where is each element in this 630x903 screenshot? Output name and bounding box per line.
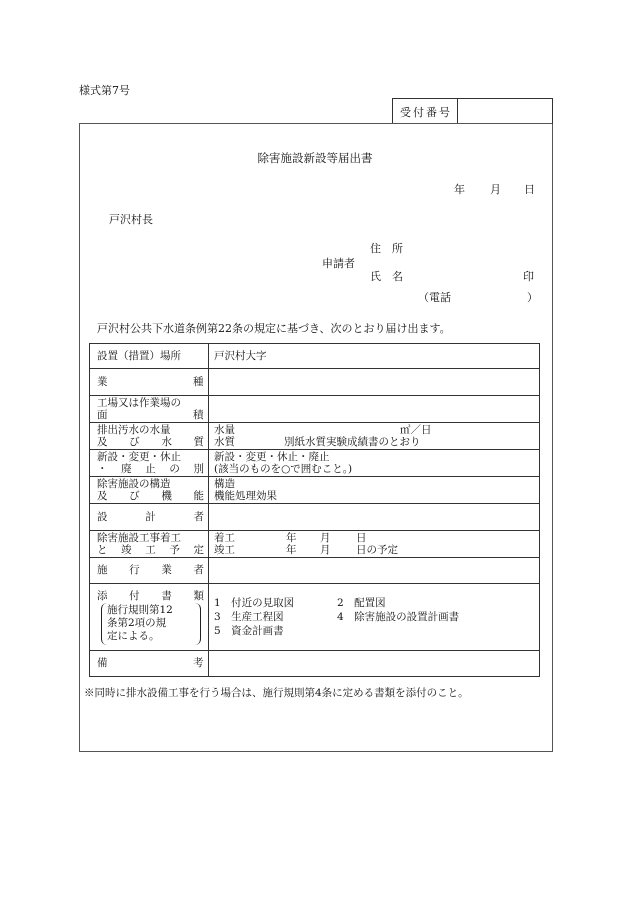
area-label-line1: 工場又は作業場の xyxy=(97,397,181,409)
attachments-note-line2: 条第2項の規 xyxy=(107,617,167,629)
location-value: 戸沢村大字 xyxy=(214,350,267,362)
form-number: 様式第7号 xyxy=(79,84,130,97)
industry-label-2: 種 xyxy=(193,376,204,388)
form-title: 除害施設新設等届出書 xyxy=(257,151,373,165)
structure-value-line2: 機能処理効果 xyxy=(214,490,277,502)
category-label-line2: ・ 廃 止 の 別 xyxy=(97,463,204,475)
structure-label-line2: 及 び 機 能 xyxy=(97,490,204,502)
end-day-planned: 日の予定 xyxy=(356,544,398,556)
remarks-label-1: 備 xyxy=(97,657,108,669)
category-value-line1: 新設・変更・休止・廃止 xyxy=(214,451,330,463)
intro-text: 戸沢村公共下水道条例第22条の規定に基づき、次のとおり届け出ます。 xyxy=(97,322,451,335)
start-month: 月 xyxy=(320,532,331,544)
date-month-label: 月 xyxy=(490,183,501,196)
location-label: 設置（措置）場所 xyxy=(97,350,181,362)
start-label: 着工 xyxy=(214,532,235,544)
date-day-label: 日 xyxy=(524,183,535,196)
phone-close: ） xyxy=(527,291,538,304)
volume-label: 水量 xyxy=(214,424,235,436)
end-label: 竣工 xyxy=(214,544,235,556)
address-label: 住 所 xyxy=(370,242,403,255)
attachment-item-4: 4 除害施設の設置計画書 xyxy=(337,611,460,623)
volume-unit: ㎥／日 xyxy=(400,424,432,436)
start-year: 年 xyxy=(286,532,297,544)
end-month: 月 xyxy=(320,544,331,556)
schedule-label-line1: 除害施設工事着工 xyxy=(97,532,181,544)
start-day: 日 xyxy=(356,532,367,544)
quality-label: 水質 xyxy=(214,436,235,448)
design-label: 設 計 者 xyxy=(97,511,204,523)
name-label: 氏 名 xyxy=(370,270,403,283)
footnote: ※同時に排水設備工事を行う場合は、施行規則第4条に定める書類を添付のこと。 xyxy=(84,687,469,699)
attachments-label: 添 付 書 類 xyxy=(97,590,204,602)
wastewater-label-line1: 排出汚水の水量 xyxy=(97,424,171,436)
attachment-item-5: 5 資金計画書 xyxy=(214,625,284,637)
schedule-label-line2: と 竣 工 予 定 xyxy=(97,544,204,556)
area-label-2b: 積 xyxy=(193,409,204,421)
remarks-label-2: 考 xyxy=(193,657,204,669)
date-year-label: 年 xyxy=(454,183,465,196)
attachment-item-1: 1 付近の見取図 xyxy=(214,597,295,609)
structure-label-line1: 除害施設の構造 xyxy=(97,478,171,490)
phone-label: （電話 xyxy=(418,291,451,304)
category-label-line1: 新設・変更・休止 xyxy=(97,451,181,463)
seal-mark: 印 xyxy=(523,270,534,283)
attachments-note-line1: 施行規則第12 xyxy=(107,604,173,616)
industry-label-1: 業 xyxy=(97,376,108,388)
attachment-item-3: 3 生産工程図 xyxy=(214,611,284,623)
applicant-label: 申請者 xyxy=(322,257,355,270)
end-year: 年 xyxy=(286,544,297,556)
attachments-note-line3: 定による。 xyxy=(107,630,160,642)
wastewater-label-line2: 及 び 水 質 xyxy=(97,436,204,448)
contractor-label: 施 行 業 者 xyxy=(97,564,204,576)
addressee: 戸沢村長 xyxy=(109,213,153,226)
attachment-item-2: 2 配置図 xyxy=(337,597,386,609)
category-value-line2: (該当のものを○で囲むこと。) xyxy=(214,463,353,475)
receipt-label: 受付番号 xyxy=(400,106,452,119)
structure-value-line1: 構造 xyxy=(214,478,235,490)
area-label-2a: 面 xyxy=(97,409,108,421)
quality-value: 別紙水質実験成績書のとおり xyxy=(284,436,421,448)
